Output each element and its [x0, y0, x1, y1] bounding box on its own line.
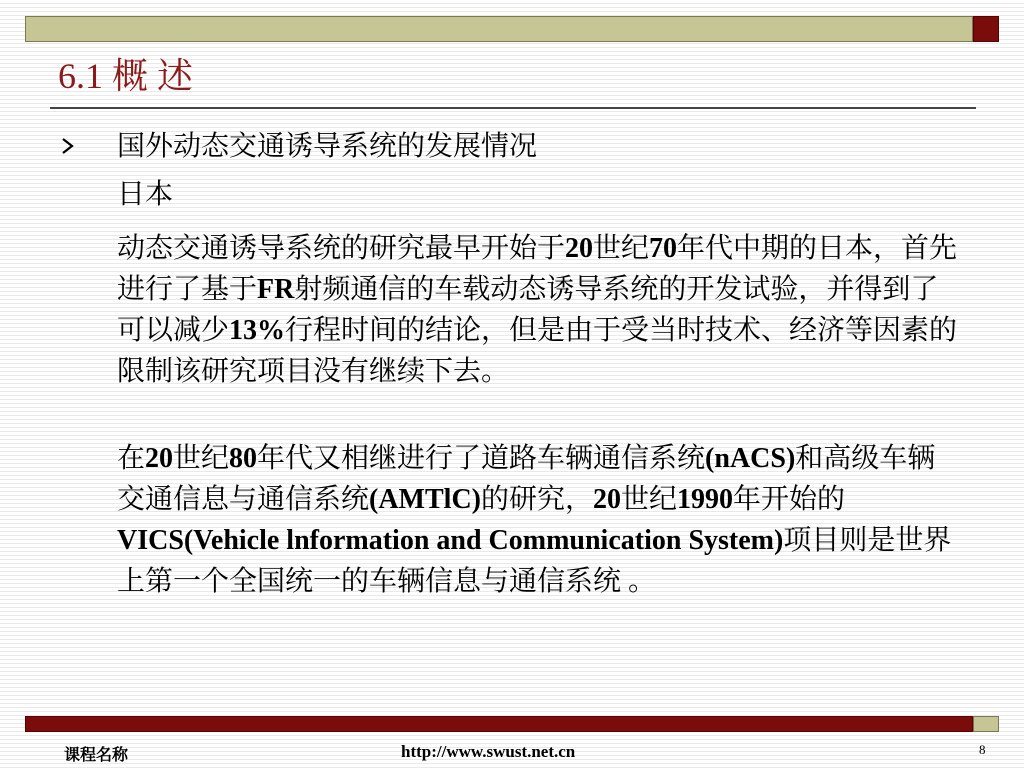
title-divider — [50, 107, 976, 109]
bullet-heading: 国外动态交通诱导系统的发展情况 — [117, 131, 538, 162]
bottom-decorative-bar — [25, 716, 973, 732]
top-decorative-bar — [25, 16, 973, 42]
country-subheading: 日本 — [117, 179, 174, 210]
bottom-accent-block — [973, 716, 999, 732]
top-accent-block — [973, 16, 999, 42]
paragraph-japan-history: 动态交通诱导系统的研究最早开始于20世纪70年代中期的日本，首先进行了基于FR射频通信的车载动态诱导系统的开发试验，并得到了可以减少13%行程时间的结论，但是由于受当时技术、经济等因素的限制该研究项目没有继续下去。 — [117, 233, 958, 387]
paragraph-vics: 在20世纪80年代又相继进行了道路车辆通信系统(nACS)和高级车辆交通信息与通信系统(AMTlC)的研究，20世纪1990年开始的VICS(Vehicle lnformation and Communication System)项目则是世界上第一个全国统一的车辆信息与通信系统 。 — [117, 443, 952, 597]
slide-title: 6.1 概 述 — [58, 56, 194, 96]
footer-page-number: 8 — [979, 742, 986, 757]
bullet-item — [0, 126, 1024, 166]
footer-course-name: 课程名称 — [64, 747, 129, 764]
footer-url: http://www.swust.net.cn — [401, 742, 576, 761]
arrow-bullet-icon — [60, 136, 76, 156]
